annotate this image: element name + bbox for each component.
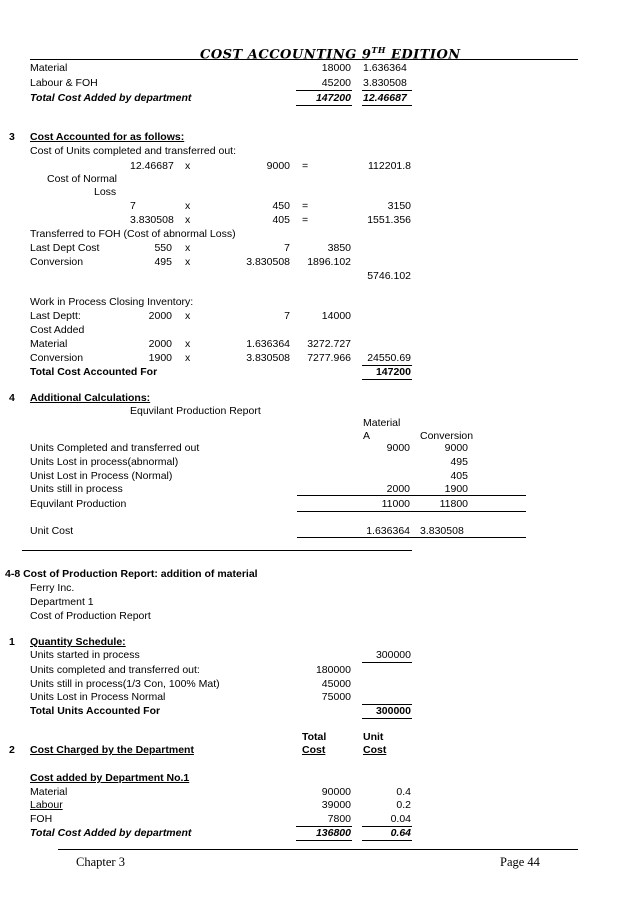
col-header-unit-cost: Cost [363,744,387,756]
row-label: FOH [30,813,53,825]
row-op: x [185,352,191,364]
row-value: 7 [130,200,136,212]
row-value: 14000 [321,310,351,322]
row-op: = [302,200,309,212]
row-label: Conversion [30,256,84,268]
footer-rule [58,849,578,850]
row-value: 1.636364 [366,525,410,537]
row-label: Units still in process(1/3 Con, 100% Mat) [30,678,220,690]
row-op: x [185,338,191,350]
col-header-material-a: A [363,430,371,442]
section-number: 3 [9,131,15,143]
row-op: x [185,242,191,254]
row-value: 550 [154,242,172,254]
row-value: 9000 [386,442,410,454]
row-value: 180000 [315,664,351,676]
row-value: 0.2 [396,799,411,811]
header-rule [30,59,578,60]
row-value: 3850 [327,242,351,254]
row-value: 1896.102 [307,256,351,268]
total-label: Total Units Accounted For [30,705,161,717]
row-op: = [302,214,309,226]
row-value: 7 [284,242,290,254]
header-sup: TH [371,45,386,55]
row-value: 3.830508 [420,525,464,537]
row-value: 3.830508 [246,352,290,364]
col-header-total-cost: Cost [302,744,326,756]
row-op: x [185,310,191,322]
total-label: Total Cost Added by department [30,827,192,839]
row-value: 45000 [321,678,351,690]
row-label: Cost Added [30,324,85,336]
row-value: 405 [450,470,468,482]
section-title: Quantity Schedule: [30,636,126,648]
row-value: 9000 [266,160,290,172]
row-value: 3272.727 [307,338,351,350]
footer-page: Page 44 [500,855,540,869]
row-label: Units Lost in process(abnormal) [30,456,179,468]
header-title-end: EDITION [385,47,461,63]
row-value: 7800 [327,813,351,825]
subtotal-value: 5746.102 [367,270,411,282]
row-value: 1551.356 [367,214,411,226]
row-label: Loss [94,186,117,198]
row-label: Labour & FOH [30,77,98,89]
row-value: 11800 [439,498,468,510]
row-value: 39000 [321,799,351,811]
row-label: Transferred to FOH (Cost of abnormal Loss) [30,228,236,240]
row-label: Last Deptt: [30,310,81,322]
header-title: COST ACCOUNTING 9 [200,47,372,63]
row-op: x [185,200,191,212]
row-label: Equvilant Production [30,498,127,510]
row-value: 2000 [386,483,410,495]
row-label: Cost of Units completed and transferred out: [30,145,237,157]
row-label: Material [30,338,68,350]
row-value: 7277.966 [307,352,351,364]
col-header-conversion: Conversion [420,430,474,442]
report-name: Cost of Production Report [30,610,151,622]
report-title: Equvilant Production Report [130,405,261,417]
row-value: 3.830508 [363,77,407,89]
total-unit-value: 0.64 [390,827,411,839]
department-name: Department 1 [30,596,94,608]
row-label: Units Completed and transferred out [30,442,200,454]
row-label: Cost of Normal [47,173,118,185]
row-label: Last Dept Cost [30,242,100,254]
row-value: 0.04 [390,813,411,825]
row-value: 3.830508 [130,214,174,226]
col-header-material: Material [363,417,401,429]
total-value: 136800 [315,827,351,839]
total-label: Total Cost Accounted For [30,366,158,378]
row-value: 3.830508 [246,256,290,268]
row-value: 0.4 [396,786,411,798]
row-value: 7 [284,310,290,322]
col-header-total: Total [302,731,327,743]
row-value: 24550.69 [367,352,411,364]
row-value: 1.636364 [363,62,407,74]
row-label: Unist Lost in Process (Normal) [30,470,173,482]
row-value: 1900 [444,483,468,495]
row-value: 147200 [315,92,351,104]
total-value: 300000 [375,705,411,717]
row-value: 90000 [321,786,351,798]
section-number: 4 [9,392,15,404]
row-op: x [185,160,191,172]
footer-chapter: Chapter 3 [76,855,125,869]
total-value: 147200 [375,366,411,378]
section-title: Additional Calculations: [30,392,151,404]
row-value: 2000 [148,338,172,350]
row-value: 75000 [321,691,351,703]
row-value: 45200 [321,77,351,89]
row-label: Labour [30,799,63,811]
row-label: Material [30,62,68,74]
row-op: x [185,256,191,268]
row-value: 18000 [321,62,351,74]
row-label: Units Lost in Process Normal [30,691,166,703]
row-value: 495 [154,256,172,268]
subsection-title: Cost added by Department No.1 [30,772,190,784]
row-label: Conversion [30,352,84,364]
section-title: Cost Accounted for as follows: [30,131,185,143]
row-label: Units still in process [30,483,123,495]
row-label: Material [30,786,68,798]
row-value: 9000 [444,442,468,454]
row-value: 11000 [381,498,410,510]
row-op: = [302,160,309,172]
section-title: Cost Charged by the Department [30,744,194,756]
row-value: 495 [450,456,468,468]
col-header-unit: Unit [363,731,384,743]
row-label: Total Cost Added by department [30,92,192,104]
row-value: 3150 [387,200,411,212]
row-value: 450 [272,200,290,212]
row-value: 112201.8 [367,160,411,172]
company-name: Ferry Inc. [30,582,75,594]
section-number: 2 [9,744,15,756]
row-label: Work in Process Closing Inventory: [30,296,194,308]
row-value: 300000 [375,649,411,661]
section-divider [22,550,412,551]
row-value: 1.636364 [246,338,290,350]
row-value: 405 [272,214,290,226]
problem-title: 4-8 Cost of Production Report: addition of material [5,568,258,580]
row-value: 12.46687 [130,160,174,172]
section-number: 1 [9,636,15,648]
row-label: Units completed and transferred out: [30,664,200,676]
row-op: x [185,214,191,226]
row-label: Units started in process [30,649,140,661]
row-value: 12.46687 [363,92,407,104]
row-label: Unit Cost [30,525,74,537]
row-value: 2000 [148,310,172,322]
row-value: 1900 [148,352,172,364]
